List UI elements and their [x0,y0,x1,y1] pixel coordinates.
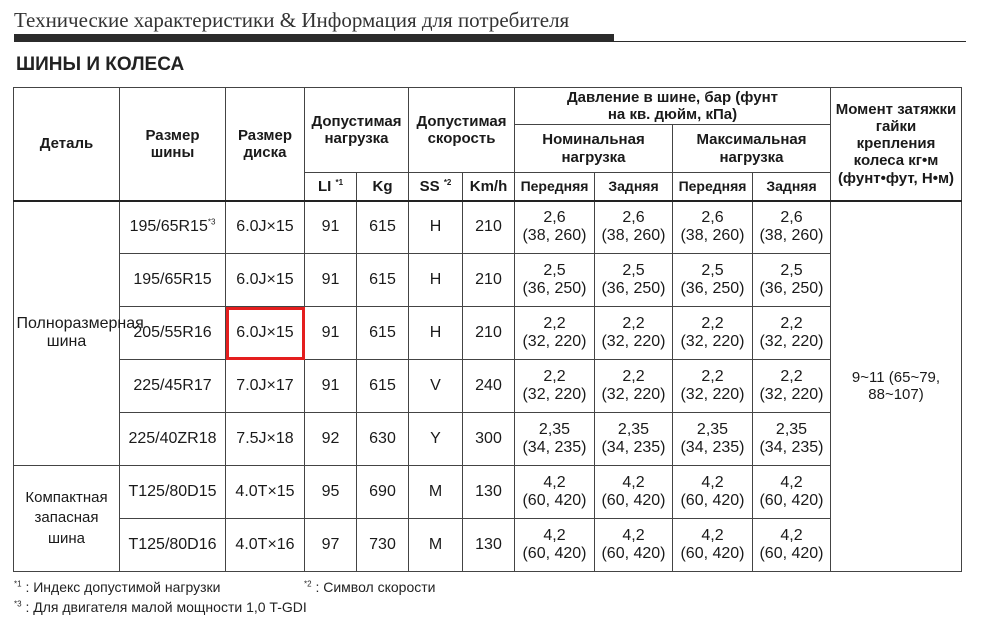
col-header-rim-size [226,88,305,201]
ss-cell: M [409,466,463,519]
li-cell: 91 [305,360,357,413]
li-cell: 91 [305,201,357,254]
pressure-bar: 2,6 [622,208,645,226]
footnote-3-text: : Для двигателя малой мощности 1,0 T-GDI [25,599,307,615]
pressure-cell [753,519,831,572]
pressure-bar: 2,35 [538,420,571,438]
pressure-bar: 4,2 [543,526,566,544]
col-header-kmh: Km/h [463,173,515,201]
table-row [14,466,962,519]
rim-size-cell: 7.0J×17 [226,360,305,413]
col-header-part: Деталь [14,88,120,201]
kmh-cell: 130 [463,519,515,572]
pressure-psi-kpa: (60, 420) [759,545,824,562]
li-cell: 97 [305,519,357,572]
pressure-bar: 2,6 [543,208,566,226]
pressure-bar: 4,2 [622,473,645,491]
pressure-bar: 2,2 [701,314,724,332]
ss-cell: M [409,519,463,572]
tire-size-cell: 225/45R17 [120,360,226,413]
col-header-nominal-front: Передняя [515,173,595,201]
col-header-speed: Допустимая скорость [409,88,515,173]
kg-cell: 630 [357,413,409,466]
tire-spec-table [13,87,962,572]
col-header-load: Допустимая нагрузка [305,88,409,173]
pressure-cell [515,201,595,254]
pressure-psi-kpa: (32, 220) [680,386,745,403]
footnote-2 [304,579,435,595]
pressure-psi-kpa: (32, 220) [759,333,824,350]
pressure-psi-kpa: (34, 235) [759,439,824,456]
tire-footnote-mark: *3 [207,217,216,227]
torque-value: 9~11 (65~79, 88~107) [851,369,941,404]
kg-cell: 615 [357,360,409,413]
pressure-bar: 2,5 [780,261,803,279]
rim-size-cell: 4.0T×15 [226,466,305,519]
header-rule [614,41,966,42]
group-full-size [14,201,144,466]
pressure-cell [753,466,831,519]
pressure-cell [753,307,831,360]
ss-cell: H [409,307,463,360]
pressure-psi-kpa: (38, 260) [759,227,824,245]
tire-size-label: Размер шины [145,126,200,161]
kg-cell: 730 [357,519,409,572]
col-header-nominal-rear: Задняя [595,173,673,201]
pressure-psi-kpa: (36, 250) [522,280,587,297]
pressure-bar: 2,5 [622,261,645,279]
pressure-psi-kpa: (32, 220) [522,386,587,403]
pressure-psi-kpa: (34, 235) [680,439,745,456]
col-header-nominal [515,125,673,173]
pressure-psi-kpa: (36, 250) [601,280,666,297]
pressure-bar: 2,35 [617,420,650,438]
pressure-psi-kpa: (38, 260) [522,227,587,245]
pressure-cell [515,254,595,307]
col-header-ss [409,173,463,201]
pressure-cell [595,519,673,572]
pressure-cell [673,254,753,307]
col-header-maximum [673,125,831,173]
table-row [14,254,962,307]
tire-size-cell: T125/80D16 [120,519,226,572]
rim-size-cell-highlighted: 6.0J×15 [226,307,305,360]
pressure-cell [753,360,831,413]
torque-label: Момент затяжки гайки крепления колеса кг•м (фунт•фут, Н•м) [835,100,957,187]
pressure-cell [595,254,673,307]
rim-size-cell: 6.0J×15 [226,254,305,307]
tire-size-cell: 205/55R16 [120,307,226,360]
pressure-cell [673,466,753,519]
pressure-bar: 2,2 [622,314,645,332]
pressure-bar: 4,2 [701,526,724,544]
pressure-psi-kpa: (60, 420) [601,545,666,562]
rim-size-cell: 7.5J×18 [226,413,305,466]
table-row [14,201,962,254]
pressure-cell [515,307,595,360]
group-full-size-label: Полноразмерная шина [16,314,144,351]
table-row [14,307,962,360]
kg-cell: 615 [357,254,409,307]
section-title: ШИНЫ И КОЛЕСА [16,54,185,75]
footnote-1-text: : Индекс допустимой нагрузки [25,579,221,595]
pressure-bar: 4,2 [622,526,645,544]
footnote-2-mark: *2 [304,579,312,589]
pressure-psi-kpa: (36, 250) [680,280,745,297]
pressure-psi-kpa: (60, 420) [522,545,587,562]
ss-cell: H [409,201,463,254]
kmh-cell: 210 [463,307,515,360]
pressure-bar: 2,5 [701,261,724,279]
pressure-bar: 2,5 [543,261,566,279]
li-cell: 92 [305,413,357,466]
pressure-cell [753,201,831,254]
pressure-psi-kpa: (38, 260) [601,227,666,245]
kmh-cell: 210 [463,201,515,254]
kmh-cell: 240 [463,360,515,413]
pressure-psi-kpa: (32, 220) [759,386,824,403]
pressure-psi-kpa: (60, 420) [680,492,745,509]
rim-size-cell: 6.0J×15 [226,201,305,254]
pressure-psi-kpa: (60, 420) [522,492,587,509]
pressure-cell [673,360,753,413]
col-header-maximum-front: Передняя [673,173,753,201]
pressure-cell [673,307,753,360]
pressure-cell [595,307,673,360]
ss-cell: H [409,254,463,307]
pressure-psi-kpa: (38, 260) [680,227,745,245]
header-title: Технические характеристики & Информация для потребителя [14,8,570,32]
pressure-bar: 2,2 [780,367,803,385]
group-compact-spare [14,466,120,572]
table-row [14,360,962,413]
pressure-bar: 4,2 [780,473,803,491]
pressure-bar: 4,2 [780,526,803,544]
header-bar [14,34,614,42]
pressure-bar: 2,6 [701,208,724,226]
pressure-bar: 2,2 [543,367,566,385]
nominal-label: Номинальная нагрузка [542,131,645,166]
pressure-bar: 2,6 [780,208,803,226]
col-header-kg: Kg [357,173,409,201]
footnote-3 [14,599,307,615]
table-row [14,519,962,572]
pressure-bar: 2,2 [780,314,803,332]
pressure-bar: 2,35 [775,420,808,438]
kmh-cell: 130 [463,466,515,519]
pressure-psi-kpa: (32, 220) [601,386,666,403]
pressure-bar: 2,2 [701,367,724,385]
col-header-pressure [515,88,831,125]
pressure-psi-kpa: (32, 220) [601,333,666,350]
kg-cell: 615 [357,307,409,360]
pressure-cell [753,254,831,307]
pressure-cell [673,201,753,254]
group-compact-spare-label: Компактная запасная шина [25,489,108,547]
li-footnote-mark: *1 [335,177,344,187]
col-header-li [305,173,357,201]
pressure-cell [673,519,753,572]
table-row [14,413,962,466]
pressure-bar: 2,2 [622,367,645,385]
pressure-psi-kpa: (32, 220) [522,333,587,350]
pressure-bar: 4,2 [543,473,566,491]
kg-cell: 615 [357,201,409,254]
col-header-tire-size [120,88,226,201]
li-cell: 91 [305,254,357,307]
pressure-bar: 4,2 [701,473,724,491]
pressure-psi-kpa: (60, 420) [759,492,824,509]
pressure-psi-kpa: (60, 420) [680,545,745,562]
pressure-cell [753,413,831,466]
pressure-psi-kpa: (34, 235) [601,439,666,456]
pressure-cell [595,201,673,254]
footnote-3-mark: *3 [14,599,22,609]
tire-size-value: 195/65R15 [129,218,208,236]
ss-footnote-mark: *2 [443,177,452,187]
tire-size-cell: 225/40ZR18 [120,413,226,466]
li-cell: 95 [305,466,357,519]
footnote-1-mark: *1 [14,579,22,589]
kmh-cell: 300 [463,413,515,466]
pressure-bar: 2,2 [543,314,566,332]
pressure-cell [515,360,595,413]
maximum-label: Максимальная нагрузка [696,131,807,166]
pressure-label: Давление в шине, бар (фунт на кв. дюйм, кПа) [567,88,778,123]
pressure-cell [515,466,595,519]
col-header-maximum-rear: Задняя [753,173,831,201]
li-cell: 91 [305,307,357,360]
pressure-bar: 2,35 [696,420,729,438]
kg-cell: 690 [357,466,409,519]
pressure-cell [595,360,673,413]
ss-label: SS [419,177,440,195]
rim-size-label: Размер диска [237,126,293,161]
page-header [14,6,966,42]
rim-size-cell: 4.0T×16 [226,519,305,572]
ss-cell: Y [409,413,463,466]
pressure-cell [595,413,673,466]
pressure-psi-kpa: (34, 235) [522,439,587,456]
pressure-cell [515,413,595,466]
pressure-psi-kpa: (32, 220) [680,333,745,350]
pressure-cell [673,413,753,466]
pressure-cell [595,466,673,519]
kmh-cell: 210 [463,254,515,307]
pressure-psi-kpa: (36, 250) [759,280,824,297]
tire-size-cell: T125/80D15 [120,466,226,519]
col-header-torque [831,88,962,201]
li-label: LI [317,177,332,195]
torque-cell [831,201,962,572]
footnote-1 [14,579,221,595]
ss-cell: V [409,360,463,413]
footnote-2-text: : Символ скорости [315,579,436,595]
tire-size-cell: 195/65R15 [120,254,226,307]
pressure-psi-kpa: (60, 420) [601,492,666,509]
pressure-cell [515,519,595,572]
tire-size-cell [120,201,226,254]
